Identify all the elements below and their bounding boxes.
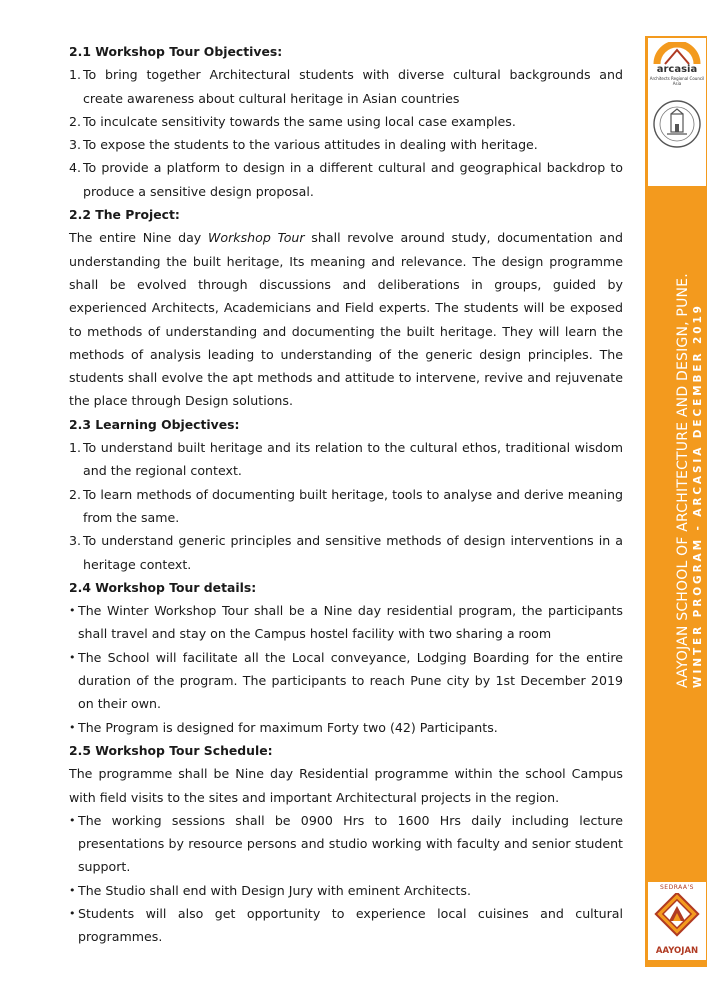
paragraph-text: shall revolve around study, documentation and understanding the built heritage, Its meaning and relevance. The design programme shall be evolved through discussions and deliberations in groups, guided by experienced Architects, Academicians and Field experts. The students will be exposed to methods of understanding and documenting the built heritage. They will learn the methods of analysis leading to understanding of the generic design principles. The students shall evolve the apt methods and attitude to intervene, revive and rejuvenate the place through Design solutions. xyxy=(69,230,623,409)
bullet-marker: • xyxy=(69,883,76,897)
list-marker: 3. xyxy=(69,533,82,549)
bullet-item xyxy=(69,879,623,902)
list-item xyxy=(69,110,623,133)
bullet-item xyxy=(69,902,623,949)
list-item xyxy=(69,133,623,156)
bullet-marker: • xyxy=(69,604,76,618)
section-heading-schedule: 2.5 Workshop Tour Schedule: xyxy=(69,742,273,758)
list-marker: 3. xyxy=(69,137,82,153)
section-heading-learning: 2.3 Learning Objectives: xyxy=(69,416,240,432)
arcasia-wordmark: arcasia xyxy=(656,64,698,75)
bullet-text: The Studio shall end with Design Jury with eminent Architects. xyxy=(78,882,471,898)
program-name: WINTER PROGRAM - ARCASIA DECEMBER 2019 xyxy=(692,303,704,688)
list-marker: 1. xyxy=(69,67,82,83)
list-marker: 2. xyxy=(69,486,82,502)
bullet-item xyxy=(69,809,623,879)
bullet-text: The School will facilitate all the Local conveyance, Lodging Boarding for the entire duration of the program. The participants to reach Pune city by 1st December 2019 on their own. xyxy=(78,649,623,712)
paragraph-emphasis: Workshop Tour xyxy=(207,230,305,246)
arcasia-subtitle: Architects Regional Council Asia xyxy=(649,76,705,86)
list-text: To provide a platform to design in a different cultural and geographical backdrop to produce a sensitive design proposal. xyxy=(83,160,623,199)
list-text: To expose the students to the various attitudes in dealing with heritage. xyxy=(83,137,538,153)
bullet-text: The working sessions shall be 0900 Hrs to 1600 Hrs daily including lecture presentations by resource persons and studio working with faculty and senior student support. xyxy=(78,812,623,875)
bullet-text: The Winter Workshop Tour shall be a Nine day residential program, the participants shall travel and stay on the Campus hostel facility with two sharing a room xyxy=(78,603,623,642)
bullet-item xyxy=(69,716,623,739)
section-heading-details: 2.4 Workshop Tour details: xyxy=(69,579,257,595)
paragraph-text: The entire Nine day xyxy=(69,230,208,246)
list-item xyxy=(69,436,623,483)
institute-seal-icon xyxy=(652,98,702,150)
list-item xyxy=(69,156,623,203)
list-text: To inculcate sensitivity towards the same using local case examples. xyxy=(83,113,516,129)
school-name: AAYOJAN SCHOOL OF ARCHITECTURE AND DESIGN, PUNE. xyxy=(675,273,691,688)
section-heading-objectives: 2.1 Workshop Tour Objectives: xyxy=(69,44,283,59)
list-text: To understand built heritage and its relation to the cultural ethos, traditional wisdom and the regional context. xyxy=(83,440,623,479)
list-text: To understand generic principles and sensitive methods of design interventions in a heritage context. xyxy=(83,533,623,572)
aayojan-logo-icon xyxy=(654,893,700,945)
list-marker: 2. xyxy=(69,113,82,129)
bullet-marker: • xyxy=(69,813,76,827)
section-heading-project: 2.2 The Project: xyxy=(69,207,180,223)
bullet-marker: • xyxy=(69,906,76,920)
bullet-text: The Program is designed for maximum Forty two (42) Participants. xyxy=(78,719,498,735)
schedule-intro: The programme shall be Nine day Residential programme within the school Campus with field visits to the sites and important Architectural projects in the region. xyxy=(69,766,623,805)
list-item xyxy=(69,483,623,530)
bullet-marker: • xyxy=(69,720,76,734)
sedraa-label: SEDRAA'S xyxy=(660,884,694,891)
list-item xyxy=(69,529,623,576)
bullet-text: Students will also get opportunity to experience local cuisines and cultural programmes. xyxy=(78,905,623,945)
sidebar-vertical-title xyxy=(675,273,705,688)
document-body xyxy=(69,40,623,949)
list-marker: 4. xyxy=(69,160,82,176)
bullet-item xyxy=(69,599,623,646)
list-text: To bring together Architectural students with diverse cultural backgrounds and create awareness about cultural heritage in Asian countries xyxy=(83,67,623,106)
bullet-marker: • xyxy=(69,650,76,664)
list-text: To learn methods of documenting built heritage, tools to analyse and derive meaning from the same. xyxy=(83,486,623,525)
list-marker: 1. xyxy=(69,440,82,456)
aayojan-label: AAYOJAN xyxy=(655,946,699,956)
project-paragraph xyxy=(69,226,623,412)
list-item xyxy=(69,63,623,110)
bullet-item xyxy=(69,646,623,716)
